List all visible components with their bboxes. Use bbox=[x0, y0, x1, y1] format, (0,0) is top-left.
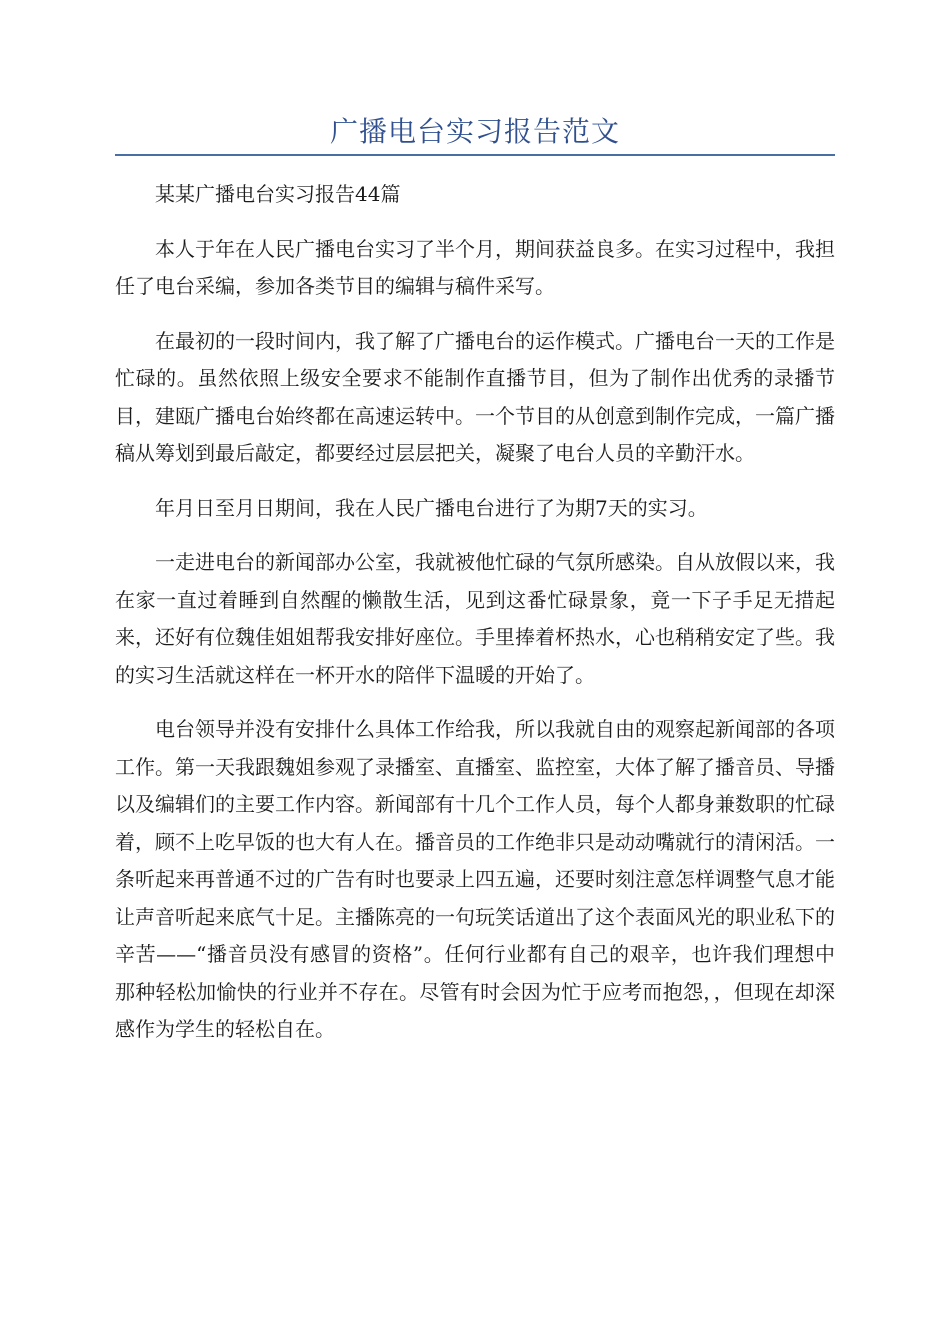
document-title: 广播电台实习报告范文 bbox=[329, 115, 620, 148]
body-paragraph: 本人于年在人民广播电台实习了半个月，期间获益良多。在实习过程中，我担任了电台采编，参加各类节目的编辑与稿件采写。 bbox=[115, 236, 835, 298]
subtitle-paragraph: 某某广播电台实习报告44篇 bbox=[155, 182, 401, 206]
body-paragraph: 一走进电台的新闻部办公室，我就被他忙碌的气氛所感染。自从放假以来，我在家一直过着睡到自然醒的懒散生活，见到这番忙碌景象，竟一下子手足无措起来，还好有位魏佳姐姐帮我安排好座位。手里捧着杯热水，心也稍稍安定了些。我的实习生活就这样在一杯开水的陪伴下温暖的开始了。 bbox=[115, 550, 835, 687]
document-body bbox=[115, 176, 835, 1066]
body-paragraph: 电台领导并没有安排什么具体工作给我，所以我就自由的观察起新闻部的各项工作。第一天我跟魏姐参观了录播室、直播室、监控室，大体了解了播音员、导播以及编辑们的主要工作内容。新闻部有十几个工作人员，每个人都身兼数职的忙碌着，顾不上吃早饭的也大有人在。播音员的工作绝非只是动动嘴就行的清闲活。一条听起来再普通不过的广告有时也要录上四五遍，还要时刻注意怎样调整气息才能让声音听起来底气十足。主播陈亮的一句玩笑话道出了这个表面风光的职业私下的辛苦——“播音员没有感冒的资格”。任何行业都有自己的艰辛，也许我们理想中那种轻松加愉快的行业并不存在。尽管有时会因为忙于应考而抱怨，，但现在却深感作为学生的轻松自在。 bbox=[115, 717, 835, 1041]
body-paragraph: 年月日至月日期间，我在人民广播电台进行了为期7天的实习。 bbox=[155, 495, 708, 520]
title-underline bbox=[115, 154, 835, 156]
body-paragraph: 在最初的一段时间内，我了解了广播电台的运作模式。广播电台一天的工作是忙碌的。虽然依照上级安全要求不能制作直播节目，但为了制作出优秀的录播节目，建瓯广播电台始终都在高速运转中。一个节目的从创意到制作完成，一篇广播稿从筹划到最后敲定，都要经过层层把关，凝聚了电台人员的辛勤汗水。 bbox=[115, 328, 835, 465]
